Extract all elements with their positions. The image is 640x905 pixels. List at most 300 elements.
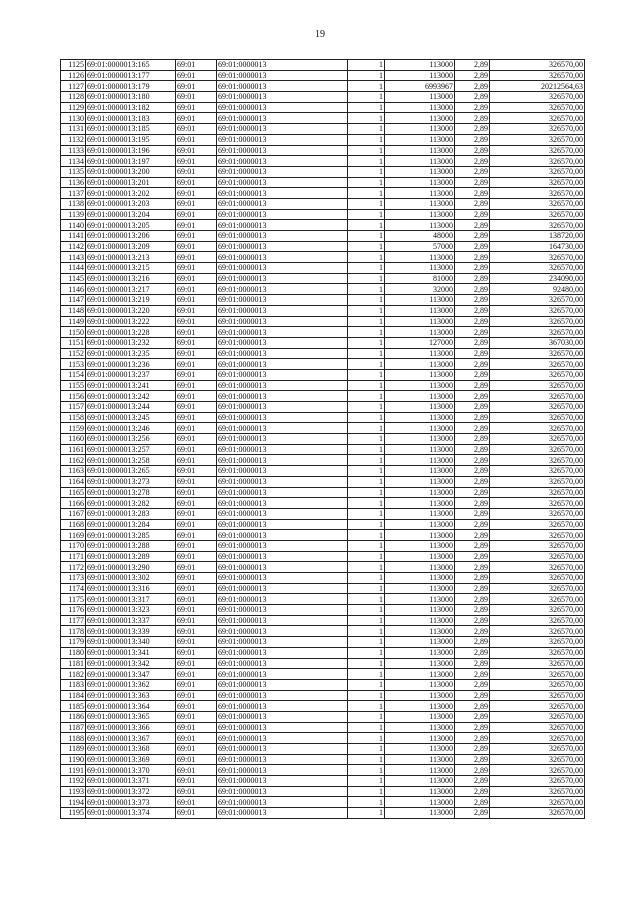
cadastral-number-cell: 69:01:0000013:215: [86, 263, 176, 274]
district-code-cell: 69:01: [176, 519, 217, 530]
row-number-cell: 1158: [61, 412, 86, 423]
cadastral-quarter-cell: 69:01:0000013: [217, 263, 348, 274]
cadastral-number-cell: 69:01:0000013:370: [86, 765, 176, 776]
cadastral-value-cell: 326570,00: [490, 765, 585, 776]
rate-cell: 2,89: [455, 540, 490, 551]
cadastral-value-cell: 326570,00: [490, 70, 585, 81]
cadastral-number-cell: 69:01:0000013:341: [86, 647, 176, 658]
cadastral-number-cell: 69:01:0000013:204: [86, 209, 176, 220]
row-number-cell: 1171: [61, 551, 86, 562]
cadastral-quarter-cell: 69:01:0000013: [217, 177, 348, 188]
table-row: [61, 733, 585, 744]
table-row: [61, 562, 585, 573]
row-number-cell: 1184: [61, 690, 86, 701]
rate-cell: 2,89: [455, 594, 490, 605]
area-cell: 113000: [385, 626, 455, 637]
rate-cell: 2,89: [455, 295, 490, 306]
count-cell: 1: [348, 744, 385, 755]
cadastral-quarter-cell: 69:01:0000013: [217, 669, 348, 680]
cadastral-value-cell: 326570,00: [490, 198, 585, 209]
district-code-cell: 69:01: [176, 733, 217, 744]
cadastral-value-cell: 326570,00: [490, 166, 585, 177]
cadastral-number-cell: 69:01:0000013:290: [86, 562, 176, 573]
count-cell: 1: [348, 92, 385, 103]
cadastral-quarter-cell: 69:01:0000013: [217, 391, 348, 402]
area-cell: 113000: [385, 316, 455, 327]
district-code-cell: 69:01: [176, 220, 217, 231]
count-cell: 1: [348, 669, 385, 680]
rate-cell: 2,89: [455, 637, 490, 648]
count-cell: 1: [348, 583, 385, 594]
area-cell: 113000: [385, 722, 455, 733]
district-code-cell: 69:01: [176, 594, 217, 605]
district-code-cell: 69:01: [176, 209, 217, 220]
row-number-cell: 1125: [61, 60, 86, 71]
area-cell: 113000: [385, 573, 455, 584]
area-cell: 113000: [385, 305, 455, 316]
count-cell: 1: [348, 316, 385, 327]
count-cell: 1: [348, 348, 385, 359]
cadastral-number-cell: 69:01:0000013:258: [86, 455, 176, 466]
rate-cell: 2,89: [455, 60, 490, 71]
area-cell: 113000: [385, 466, 455, 477]
rate-cell: 2,89: [455, 583, 490, 594]
rate-cell: 2,89: [455, 273, 490, 284]
cadastral-value-cell: 326570,00: [490, 412, 585, 423]
rate-cell: 2,89: [455, 754, 490, 765]
count-cell: 1: [348, 765, 385, 776]
count-cell: 1: [348, 733, 385, 744]
rate-cell: 2,89: [455, 188, 490, 199]
cadastral-quarter-cell: 69:01:0000013: [217, 145, 348, 156]
district-code-cell: 69:01: [176, 380, 217, 391]
district-code-cell: 69:01: [176, 102, 217, 113]
district-code-cell: 69:01: [176, 198, 217, 209]
area-cell: 113000: [385, 177, 455, 188]
row-number-cell: 1186: [61, 711, 86, 722]
district-code-cell: 69:01: [176, 412, 217, 423]
rate-cell: 2,89: [455, 690, 490, 701]
cadastral-number-cell: 69:01:0000013:256: [86, 434, 176, 445]
area-cell: 113000: [385, 327, 455, 338]
cadastral-value-cell: 326570,00: [490, 209, 585, 220]
cadastral-quarter-cell: 69:01:0000013: [217, 498, 348, 509]
table-row: [61, 530, 585, 541]
rate-cell: 2,89: [455, 626, 490, 637]
cadastral-quarter-cell: 69:01:0000013: [217, 551, 348, 562]
row-number-cell: 1143: [61, 252, 86, 263]
area-cell: 32000: [385, 284, 455, 295]
area-cell: 113000: [385, 134, 455, 145]
row-number-cell: 1138: [61, 198, 86, 209]
table-row: [61, 369, 585, 380]
rate-cell: 2,89: [455, 316, 490, 327]
row-number-cell: 1133: [61, 145, 86, 156]
district-code-cell: 69:01: [176, 273, 217, 284]
cadastral-value-cell: 92480,00: [490, 284, 585, 295]
district-code-cell: 69:01: [176, 765, 217, 776]
area-cell: 57000: [385, 241, 455, 252]
count-cell: 1: [348, 81, 385, 92]
area-cell: 113000: [385, 188, 455, 199]
district-code-cell: 69:01: [176, 466, 217, 477]
rate-cell: 2,89: [455, 615, 490, 626]
rate-cell: 2,89: [455, 476, 490, 487]
district-code-cell: 69:01: [176, 316, 217, 327]
rate-cell: 2,89: [455, 605, 490, 616]
table-row: [61, 241, 585, 252]
cadastral-quarter-cell: 69:01:0000013: [217, 402, 348, 413]
cadastral-number-cell: 69:01:0000013:288: [86, 540, 176, 551]
table-row: [61, 765, 585, 776]
rate-cell: 2,89: [455, 444, 490, 455]
count-cell: 1: [348, 327, 385, 338]
cadastral-value-cell: 326570,00: [490, 583, 585, 594]
cadastral-number-cell: 69:01:0000013:373: [86, 797, 176, 808]
area-cell: 113000: [385, 198, 455, 209]
table-row: [61, 220, 585, 231]
row-number-cell: 1141: [61, 231, 86, 242]
area-cell: 113000: [385, 252, 455, 263]
count-cell: 1: [348, 252, 385, 263]
area-cell: 113000: [385, 295, 455, 306]
cadastral-number-cell: 69:01:0000013:340: [86, 637, 176, 648]
count-cell: 1: [348, 209, 385, 220]
district-code-cell: 69:01: [176, 455, 217, 466]
area-cell: 113000: [385, 711, 455, 722]
count-cell: 1: [348, 444, 385, 455]
row-number-cell: 1195: [61, 808, 86, 819]
rate-cell: 2,89: [455, 220, 490, 231]
count-cell: 1: [348, 70, 385, 81]
cadastral-number-cell: 69:01:0000013:366: [86, 722, 176, 733]
area-cell: 113000: [385, 102, 455, 113]
rate-cell: 2,89: [455, 327, 490, 338]
table-body: [61, 60, 585, 819]
cadastral-number-cell: 69:01:0000013:367: [86, 733, 176, 744]
district-code-cell: 69:01: [176, 81, 217, 92]
table-row: [61, 647, 585, 658]
cadastral-quarter-cell: 69:01:0000013: [217, 209, 348, 220]
count-cell: 1: [348, 508, 385, 519]
cadastral-number-cell: 69:01:0000013:200: [86, 166, 176, 177]
cadastral-value-cell: 326570,00: [490, 327, 585, 338]
cadastral-quarter-cell: 69:01:0000013: [217, 679, 348, 690]
cadastral-number-cell: 69:01:0000013:202: [86, 188, 176, 199]
row-number-cell: 1163: [61, 466, 86, 477]
area-cell: 113000: [385, 647, 455, 658]
count-cell: 1: [348, 434, 385, 445]
cadastral-number-cell: 69:01:0000013:236: [86, 359, 176, 370]
rate-cell: 2,89: [455, 124, 490, 135]
district-code-cell: 69:01: [176, 487, 217, 498]
area-cell: 113000: [385, 444, 455, 455]
rate-cell: 2,89: [455, 711, 490, 722]
count-cell: 1: [348, 690, 385, 701]
table-row: [61, 637, 585, 648]
table-row: [61, 252, 585, 263]
rate-cell: 2,89: [455, 391, 490, 402]
count-cell: 1: [348, 498, 385, 509]
count-cell: 1: [348, 220, 385, 231]
cadastral-quarter-cell: 69:01:0000013: [217, 744, 348, 755]
row-number-cell: 1128: [61, 92, 86, 103]
cadastral-value-cell: 326570,00: [490, 754, 585, 765]
row-number-cell: 1140: [61, 220, 86, 231]
district-code-cell: 69:01: [176, 679, 217, 690]
cadastral-number-cell: 69:01:0000013:232: [86, 337, 176, 348]
cadastral-quarter-cell: 69:01:0000013: [217, 348, 348, 359]
row-number-cell: 1142: [61, 241, 86, 252]
row-number-cell: 1150: [61, 327, 86, 338]
cadastral-value-cell: 326570,00: [490, 252, 585, 263]
table-row: [61, 615, 585, 626]
row-number-cell: 1173: [61, 573, 86, 584]
rate-cell: 2,89: [455, 669, 490, 680]
district-code-cell: 69:01: [176, 113, 217, 124]
area-cell: 113000: [385, 348, 455, 359]
count-cell: 1: [348, 380, 385, 391]
cadastral-value-cell: 326570,00: [490, 786, 585, 797]
count-cell: 1: [348, 263, 385, 274]
cadastral-quarter-cell: 69:01:0000013: [217, 166, 348, 177]
cadastral-quarter-cell: 69:01:0000013: [217, 701, 348, 712]
row-number-cell: 1152: [61, 348, 86, 359]
district-code-cell: 69:01: [176, 754, 217, 765]
cadastral-number-cell: 69:01:0000013:245: [86, 412, 176, 423]
rate-cell: 2,89: [455, 519, 490, 530]
area-cell: 113000: [385, 605, 455, 616]
cadastral-quarter-cell: 69:01:0000013: [217, 615, 348, 626]
cadastral-number-cell: 69:01:0000013:362: [86, 679, 176, 690]
rate-cell: 2,89: [455, 487, 490, 498]
cadastral-value-cell: 326570,00: [490, 434, 585, 445]
cadastral-quarter-cell: 69:01:0000013: [217, 60, 348, 71]
cadastral-quarter-cell: 69:01:0000013: [217, 573, 348, 584]
row-number-cell: 1144: [61, 263, 86, 274]
district-code-cell: 69:01: [176, 124, 217, 135]
count-cell: 1: [348, 562, 385, 573]
table-row: [61, 348, 585, 359]
row-number-cell: 1169: [61, 530, 86, 541]
cadastral-value-cell: 326570,00: [490, 658, 585, 669]
row-number-cell: 1172: [61, 562, 86, 573]
district-code-cell: 69:01: [176, 701, 217, 712]
rate-cell: 2,89: [455, 241, 490, 252]
cadastral-number-cell: 69:01:0000013:316: [86, 583, 176, 594]
table-row: [61, 776, 585, 787]
cadastral-value-cell: 326570,00: [490, 348, 585, 359]
district-code-cell: 69:01: [176, 540, 217, 551]
count-cell: 1: [348, 359, 385, 370]
area-cell: 113000: [385, 70, 455, 81]
district-code-cell: 69:01: [176, 508, 217, 519]
rate-cell: 2,89: [455, 81, 490, 92]
district-code-cell: 69:01: [176, 188, 217, 199]
table-row: [61, 337, 585, 348]
table-row: [61, 156, 585, 167]
cadastral-quarter-cell: 69:01:0000013: [217, 102, 348, 113]
table-row: [61, 81, 585, 92]
table-row: [61, 145, 585, 156]
table-row: [61, 188, 585, 199]
cadastral-value-cell: 326570,00: [490, 359, 585, 370]
area-cell: 113000: [385, 754, 455, 765]
rate-cell: 2,89: [455, 177, 490, 188]
row-number-cell: 1191: [61, 765, 86, 776]
table-row: [61, 124, 585, 135]
rate-cell: 2,89: [455, 508, 490, 519]
cadastral-number-cell: 69:01:0000013:183: [86, 113, 176, 124]
area-cell: 113000: [385, 669, 455, 680]
cadastral-quarter-cell: 69:01:0000013: [217, 434, 348, 445]
cadastral-number-cell: 69:01:0000013:235: [86, 348, 176, 359]
row-number-cell: 1145: [61, 273, 86, 284]
cadastral-number-cell: 69:01:0000013:228: [86, 327, 176, 338]
district-code-cell: 69:01: [176, 241, 217, 252]
count-cell: 1: [348, 466, 385, 477]
table-row: [61, 711, 585, 722]
cadastral-number-cell: 69:01:0000013:317: [86, 594, 176, 605]
area-cell: 113000: [385, 423, 455, 434]
rate-cell: 2,89: [455, 252, 490, 263]
area-cell: 113000: [385, 765, 455, 776]
area-cell: 113000: [385, 209, 455, 220]
cadastral-quarter-cell: 69:01:0000013: [217, 284, 348, 295]
count-cell: 1: [348, 113, 385, 124]
cadastral-value-cell: 326570,00: [490, 637, 585, 648]
cadastral-number-cell: 69:01:0000013:278: [86, 487, 176, 498]
cadastral-quarter-cell: 69:01:0000013: [217, 540, 348, 551]
rate-cell: 2,89: [455, 722, 490, 733]
cadastral-value-cell: 326570,00: [490, 573, 585, 584]
cadastral-number-cell: 69:01:0000013:213: [86, 252, 176, 263]
row-number-cell: 1139: [61, 209, 86, 220]
rate-cell: 2,89: [455, 733, 490, 744]
count-cell: 1: [348, 124, 385, 135]
cadastral-number-cell: 69:01:0000013:179: [86, 81, 176, 92]
count-cell: 1: [348, 808, 385, 819]
area-cell: 113000: [385, 701, 455, 712]
district-code-cell: 69:01: [176, 669, 217, 680]
table-row: [61, 391, 585, 402]
count-cell: 1: [348, 305, 385, 316]
cadastral-quarter-cell: 69:01:0000013: [217, 530, 348, 541]
cadastral-quarter-cell: 69:01:0000013: [217, 423, 348, 434]
count-cell: 1: [348, 455, 385, 466]
cadastral-quarter-cell: 69:01:0000013: [217, 156, 348, 167]
rate-cell: 2,89: [455, 786, 490, 797]
district-code-cell: 69:01: [176, 295, 217, 306]
cadastral-quarter-cell: 69:01:0000013: [217, 70, 348, 81]
area-cell: 113000: [385, 786, 455, 797]
rate-cell: 2,89: [455, 808, 490, 819]
cadastral-number-cell: 69:01:0000013:302: [86, 573, 176, 584]
table-row: [61, 551, 585, 562]
row-number-cell: 1181: [61, 658, 86, 669]
count-cell: 1: [348, 573, 385, 584]
cadastral-number-cell: 69:01:0000013:364: [86, 701, 176, 712]
area-cell: 48000: [385, 231, 455, 242]
cadastral-number-cell: 69:01:0000013:177: [86, 70, 176, 81]
rate-cell: 2,89: [455, 209, 490, 220]
cadastral-quarter-cell: 69:01:0000013: [217, 412, 348, 423]
district-code-cell: 69:01: [176, 92, 217, 103]
area-cell: 113000: [385, 380, 455, 391]
cadastral-value-cell: 326570,00: [490, 145, 585, 156]
area-cell: 113000: [385, 412, 455, 423]
cadastral-number-cell: 69:01:0000013:222: [86, 316, 176, 327]
district-code-cell: 69:01: [176, 690, 217, 701]
district-code-cell: 69:01: [176, 60, 217, 71]
cadastral-value-cell: 326570,00: [490, 594, 585, 605]
cadastral-number-cell: 69:01:0000013:342: [86, 658, 176, 669]
area-cell: 113000: [385, 679, 455, 690]
row-number-cell: 1183: [61, 679, 86, 690]
row-number-cell: 1194: [61, 797, 86, 808]
cadastral-number-cell: 69:01:0000013:372: [86, 786, 176, 797]
cadastral-number-cell: 69:01:0000013:180: [86, 92, 176, 103]
row-number-cell: 1129: [61, 102, 86, 113]
district-code-cell: 69:01: [176, 327, 217, 338]
rate-cell: 2,89: [455, 402, 490, 413]
rate-cell: 2,89: [455, 551, 490, 562]
count-cell: 1: [348, 60, 385, 71]
district-code-cell: 69:01: [176, 423, 217, 434]
table-row: [61, 722, 585, 733]
row-number-cell: 1189: [61, 744, 86, 755]
cadastral-quarter-cell: 69:01:0000013: [217, 337, 348, 348]
rate-cell: 2,89: [455, 701, 490, 712]
row-number-cell: 1161: [61, 444, 86, 455]
cadastral-number-cell: 69:01:0000013:216: [86, 273, 176, 284]
cadastral-value-cell: 326570,00: [490, 540, 585, 551]
area-cell: 113000: [385, 583, 455, 594]
cadastral-number-cell: 69:01:0000013:237: [86, 369, 176, 380]
cadastral-number-cell: 69:01:0000013:284: [86, 519, 176, 530]
cadastral-number-cell: 69:01:0000013:182: [86, 102, 176, 113]
cadastral-number-cell: 69:01:0000013:185: [86, 124, 176, 135]
area-cell: 113000: [385, 562, 455, 573]
count-cell: 1: [348, 423, 385, 434]
cadastral-quarter-cell: 69:01:0000013: [217, 124, 348, 135]
count-cell: 1: [348, 198, 385, 209]
cadastral-quarter-cell: 69:01:0000013: [217, 241, 348, 252]
rate-cell: 2,89: [455, 744, 490, 755]
count-cell: 1: [348, 166, 385, 177]
cadastral-number-cell: 69:01:0000013:209: [86, 241, 176, 252]
rate-cell: 2,89: [455, 263, 490, 274]
row-number-cell: 1126: [61, 70, 86, 81]
area-cell: 113000: [385, 508, 455, 519]
cadastral-value-cell: 326570,00: [490, 776, 585, 787]
cadastral-value-cell: 326570,00: [490, 679, 585, 690]
table-row: [61, 295, 585, 306]
cadastral-value-cell: 326570,00: [490, 733, 585, 744]
district-code-cell: 69:01: [176, 808, 217, 819]
cadastral-value-cell: 326570,00: [490, 156, 585, 167]
table-row: [61, 744, 585, 755]
table-row: [61, 402, 585, 413]
count-cell: 1: [348, 530, 385, 541]
cadastral-quarter-cell: 69:01:0000013: [217, 134, 348, 145]
cadastral-number-cell: 69:01:0000013:371: [86, 776, 176, 787]
cadastral-number-cell: 69:01:0000013:369: [86, 754, 176, 765]
cadastral-value-cell: 326570,00: [490, 305, 585, 316]
area-cell: 113000: [385, 124, 455, 135]
count-cell: 1: [348, 754, 385, 765]
district-code-cell: 69:01: [176, 637, 217, 648]
